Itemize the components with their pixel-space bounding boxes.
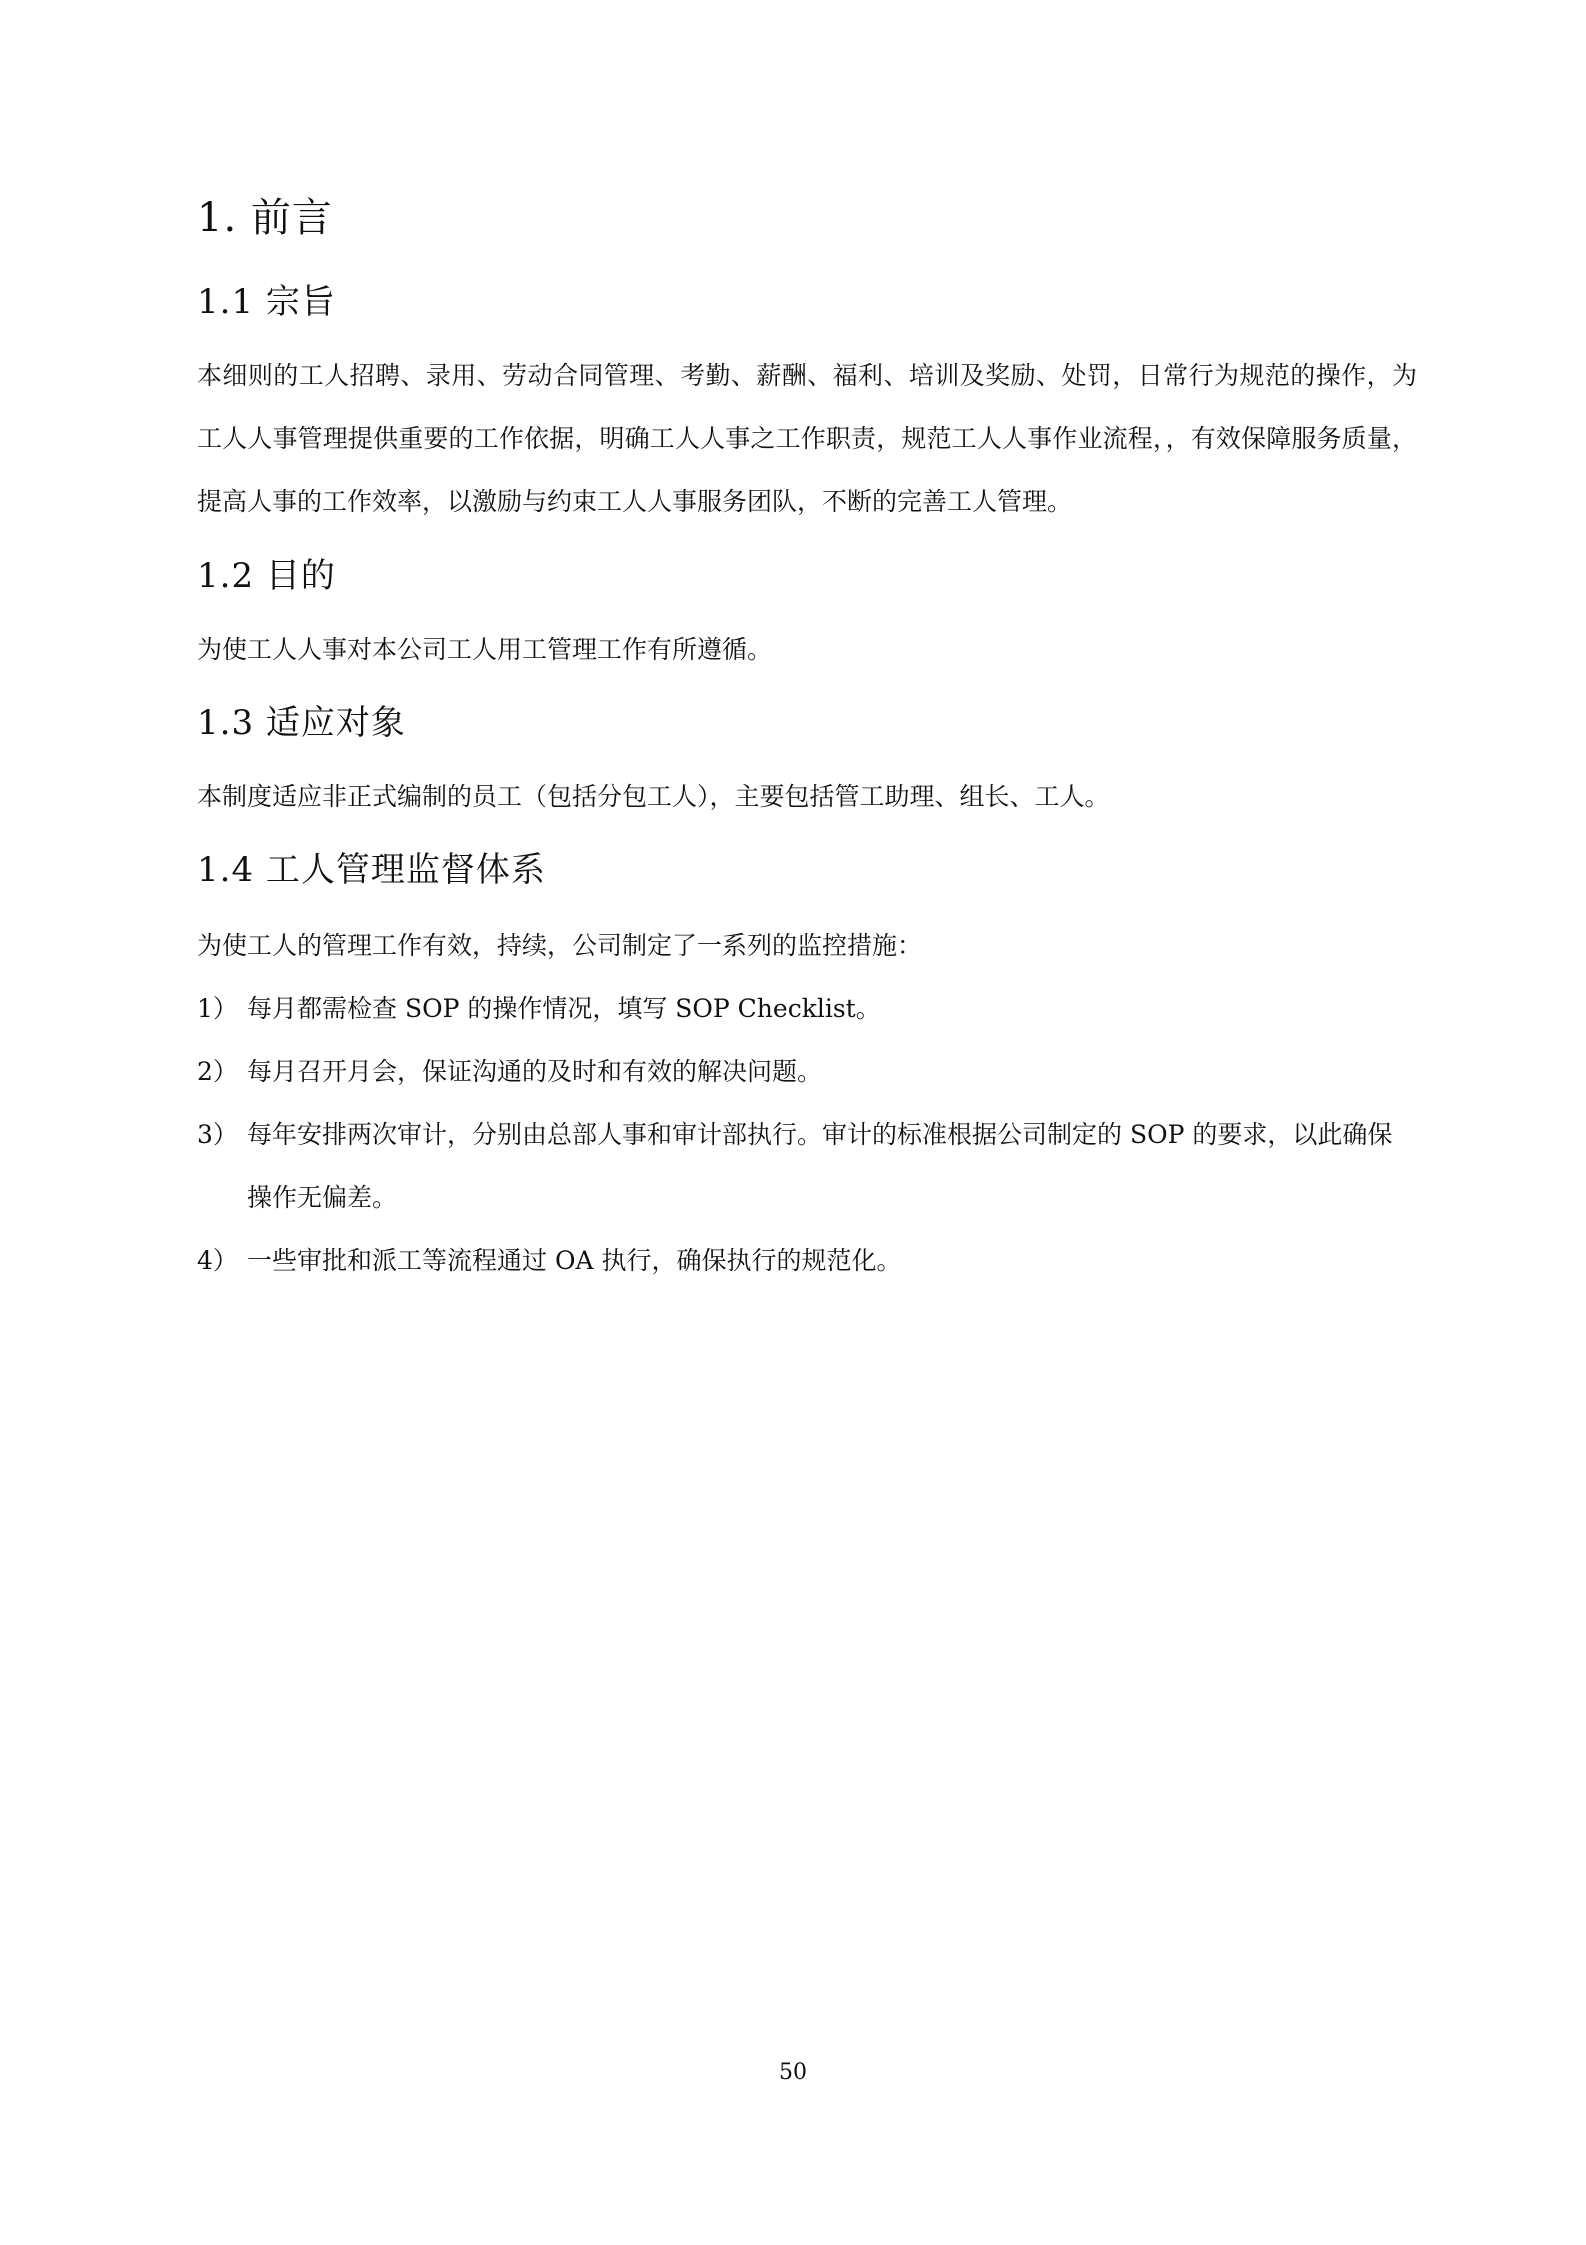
paragraph-scope: 本制度适应非正式编制的员工（包括分包工人），主要包括管工助理、组长、工人。 (197, 782, 1110, 811)
list-item-text: 一些审批和派工等流程通过 OA 执行，确保执行的规范化。 (247, 1246, 902, 1275)
list-item (197, 1103, 1417, 1229)
list-item-text: 每月都需检查 SOP 的操作情况，填写 SOP Checklist。 (247, 994, 881, 1023)
list-item-number: 2） (197, 1057, 238, 1086)
paragraph-objective: 为使工人人事对本公司工人用工管理工作有所遵循。 (197, 635, 773, 664)
list-item-text: 每月召开月会，保证沟通的及时和有效的解决问题。 (247, 1057, 823, 1086)
subsection-heading-objective: 1.2 目的 (197, 556, 336, 596)
page-number: 50 (779, 2060, 807, 2085)
list-item-text: 每年安排两次审计，分别由总部人事和审计部执行。审计的标准根据公司制定的 SOP 的要求，以此确保操作无偏差。 (247, 1120, 1393, 1212)
subsection-heading-purpose: 1.1 宗旨 (197, 282, 336, 322)
list-item (197, 977, 1417, 1040)
list-item-number: 1） (197, 994, 238, 1023)
list-item-number: 3） (197, 1120, 238, 1149)
paragraph-supervision-intro: 为使工人的管理工作有效，持续，公司制定了一系列的监控措施： (197, 931, 923, 960)
section-title: 1. 前言 (197, 195, 333, 241)
paragraph-purpose: 本细则的工人招聘、录用、劳动合同管理、考勤、薪酬、福利、培训及奖励、处罚，日常行为规范的操作，为工人人事管理提供重要的工作依据，明确工人人事之工作职责，规范工人人事作业流程，，有效保障服务质量，提高人事的工作效率，以激励与约束工人人事服务团队，不断的完善工人管理。 (197, 361, 1417, 516)
list-item (197, 1229, 1417, 1292)
subsection-heading-scope: 1.3 适应对象 (197, 703, 406, 743)
list-item-number: 4） (197, 1246, 238, 1275)
list-item (197, 1040, 1417, 1103)
subsection-heading-supervision: 1.4 工人管理监督体系 (197, 850, 546, 890)
